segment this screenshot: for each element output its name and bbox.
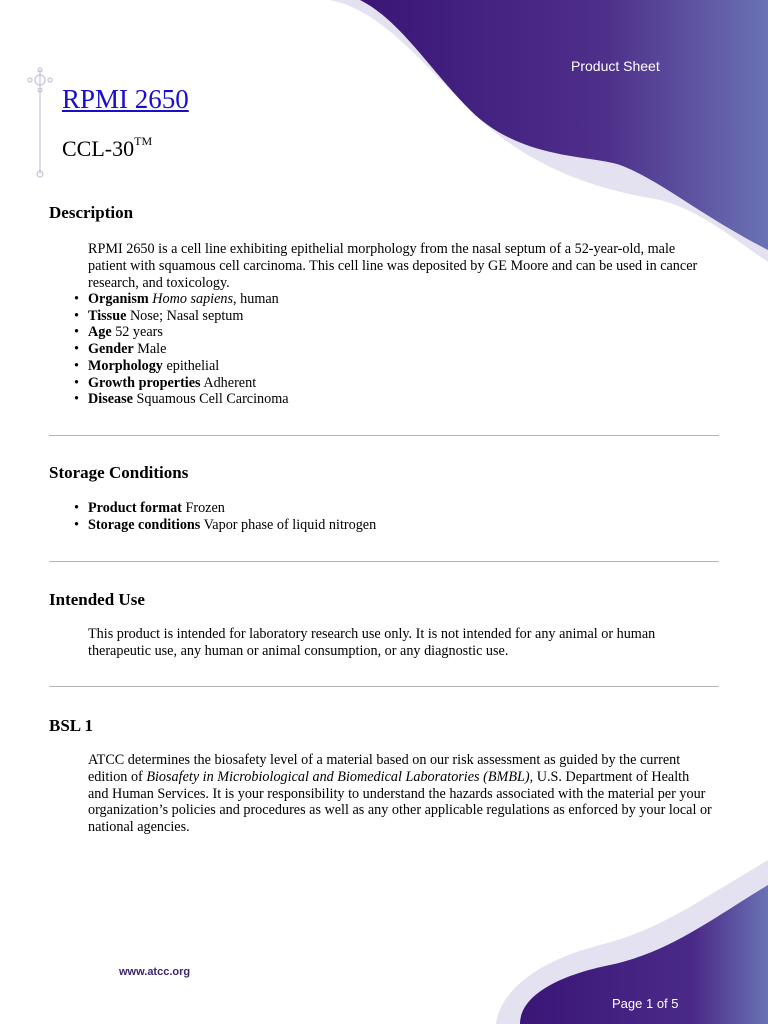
bsl-text-part: ATCC determines the biosafety level of a material based on our risk assessment as guided by the current edition of	[88, 752, 681, 785]
attr-value: Vapor phase of liquid nitrogen	[203, 516, 377, 533]
attr-value: Frozen	[185, 500, 225, 516]
attr-value: Nose; Nasal septum	[129, 307, 244, 324]
attr-value: , human	[233, 291, 279, 307]
section-title-storage: Storage Conditions	[49, 463, 189, 482]
attr-label: Growth properties	[88, 374, 201, 391]
list-item	[88, 308, 289, 325]
atcc-logo-icon	[24, 66, 56, 180]
list-item	[88, 375, 289, 392]
attr-label: Tissue	[88, 307, 127, 324]
bsl-text	[88, 752, 713, 836]
intended-use-text: This product is intended for laboratory research use only. It is not intended for any animal or human therapeutic use, any human or animal consumption, or any diagnostic use.	[88, 626, 656, 659]
attr-value: Adherent	[203, 374, 257, 391]
attr-label: Morphology	[88, 357, 163, 374]
section-divider	[49, 435, 719, 436]
attr-label: Gender	[88, 341, 134, 358]
product-title[interactable]: RPMI 2650	[62, 84, 189, 114]
section-divider	[49, 561, 719, 562]
list-item	[88, 391, 289, 408]
section-title-description: Description	[49, 203, 134, 222]
description-text: RPMI 2650 is a cell line exhibiting epithelial morphology from the nasal septum of a 52-year-old, male patient with squamous cell carcinoma. This cell line was deposited by GE Moore and can be used in cancer research, and toxicology.	[88, 241, 698, 291]
attr-label: Storage conditions	[88, 516, 201, 533]
description-attributes	[88, 291, 289, 408]
trademark-mark: TM	[134, 133, 153, 148]
section-title-bsl: BSL 1	[49, 716, 93, 735]
catalog-number-text: CCL-30	[62, 136, 135, 161]
document-type-label: Product Sheet	[571, 58, 660, 74]
attr-value: Male	[137, 341, 167, 358]
list-item	[88, 358, 289, 375]
attr-value: Squamous Cell Carcinoma	[136, 391, 289, 408]
bsl-text-part: , U.S. Department of Health and Human Services. It is your responsibility to understand the hazards associated with the material per your organization’s policies and procedures as well as any other applicable regulations as enforced by your local or national agencies.	[88, 768, 712, 836]
attr-label: Organism	[88, 291, 149, 307]
list-item	[88, 500, 376, 517]
page-number: Page 1 of 5	[612, 996, 679, 1011]
attr-label: Product format	[88, 500, 182, 516]
attr-label: Age	[88, 324, 112, 341]
section-title-intended-use: Intended Use	[49, 590, 145, 609]
list-item	[88, 324, 289, 341]
list-item	[88, 341, 289, 358]
section-divider	[49, 686, 719, 687]
bmbl-reference: Biosafety in Microbiological and Biomedical Laboratories (BMBL)	[146, 768, 530, 785]
storage-attributes	[88, 500, 376, 533]
list-item	[88, 517, 376, 534]
attr-label: Disease	[88, 391, 133, 408]
website-link[interactable]: www.atcc.org	[119, 966, 191, 978]
attr-value: epithelial	[166, 357, 220, 374]
list-item	[88, 291, 289, 308]
catalog-number	[62, 133, 153, 162]
attr-value: 52 years	[115, 324, 163, 341]
attr-value-italic: Homo sapiens	[152, 291, 234, 307]
